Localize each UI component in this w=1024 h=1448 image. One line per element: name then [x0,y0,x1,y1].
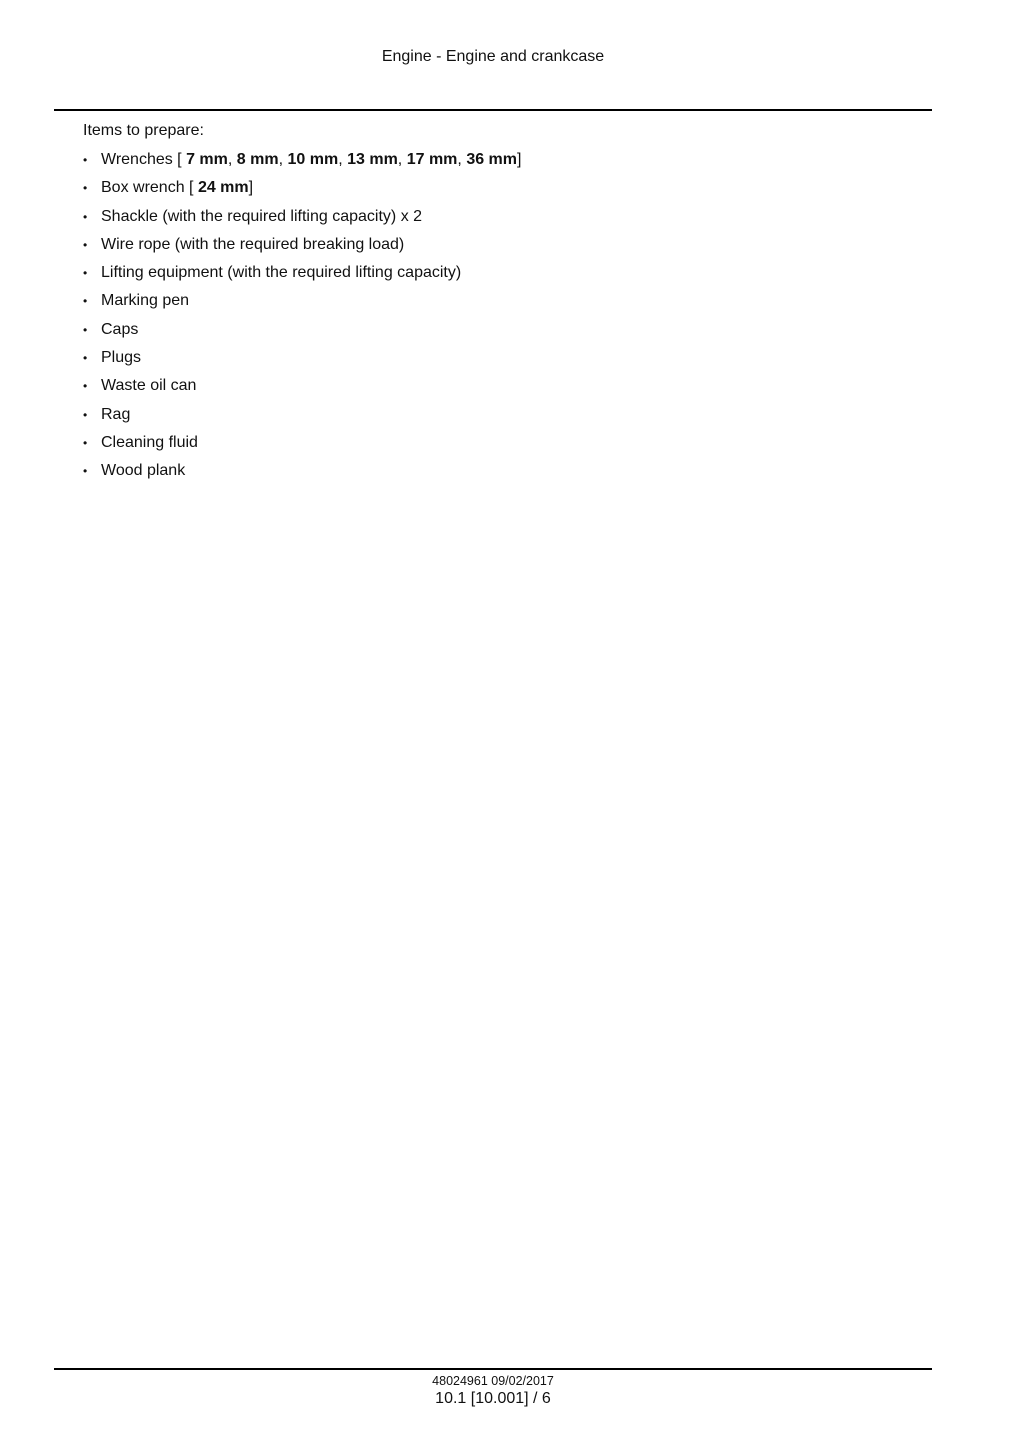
list-item-label: Cleaning fluid [101,433,198,451]
list-item-label: Lifting equipment (with the required lifting capacity) [101,264,462,282]
footer-page-number: 10.1 [10.001] / 6 [435,1390,551,1407]
size-separator: , [397,151,403,168]
bracket-close: ] [248,179,254,197]
list-item [83,207,543,227]
bullet-icon: • [83,322,88,337]
footer-divider [54,1368,932,1370]
bullet-icon: • [83,209,88,224]
wrench-size: 17 mm [406,151,458,168]
bullet-icon: • [83,464,88,479]
wrench-size: 36 mm [466,151,518,168]
list-item [83,235,543,255]
list-item [83,291,543,311]
bracket-close: ] [517,151,522,168]
items-intro: Items to prepare: [83,122,204,139]
list-item [83,348,543,368]
list-item [83,405,543,425]
list-item-label: Plugs [101,349,142,367]
bullet-icon: • [83,407,88,422]
box-wrench-label: Box wrench [ [101,179,194,197]
bullet-icon: • [83,435,88,450]
list-item [83,376,543,396]
bullet-icon: • [83,351,88,366]
list-item-label: Waste oil can [101,377,197,395]
size-separator: , [227,151,233,168]
wrench-size: 13 mm [347,151,398,168]
list-item-label: Shackle (with the required lifting capacity) x 2 [101,207,423,225]
box-wrench-size: 24 mm [197,179,249,197]
list-item-label: Caps [101,320,139,338]
list-item-label: Wood plank [101,462,186,480]
list-item [83,461,543,481]
bullet-icon: • [83,266,88,281]
bullet-icon: • [83,237,88,252]
bullet-icon: • [83,181,88,196]
wrench-size: 7 mm [186,151,228,168]
header-divider [54,109,932,111]
main-content [83,121,543,490]
list-item-label: Marking pen [101,292,190,310]
wrench-size: 8 mm [236,151,279,168]
list-item [83,263,543,283]
bullet-icon: • [83,153,88,167]
size-separator: , [457,151,462,168]
size-separator: , [278,151,284,168]
list-item-box-wrench [83,178,543,198]
items-list [83,150,543,481]
list-item-label: Rag [101,405,131,423]
list-item [83,433,543,453]
footer-doc-reference: 48024961 09/02/2017 [432,1374,554,1388]
page-header-title: Engine - Engine and crankcase [381,48,605,65]
bullet-icon: • [83,379,88,394]
wrenches-label: Wrenches [ [101,151,182,168]
list-item [83,320,543,340]
list-item-wrenches [83,150,543,170]
size-separator: , [338,151,343,168]
wrench-size: 10 mm [287,151,339,168]
list-item-label: Wire rope (with the required breaking load) [101,235,405,253]
bullet-icon: • [83,294,88,309]
